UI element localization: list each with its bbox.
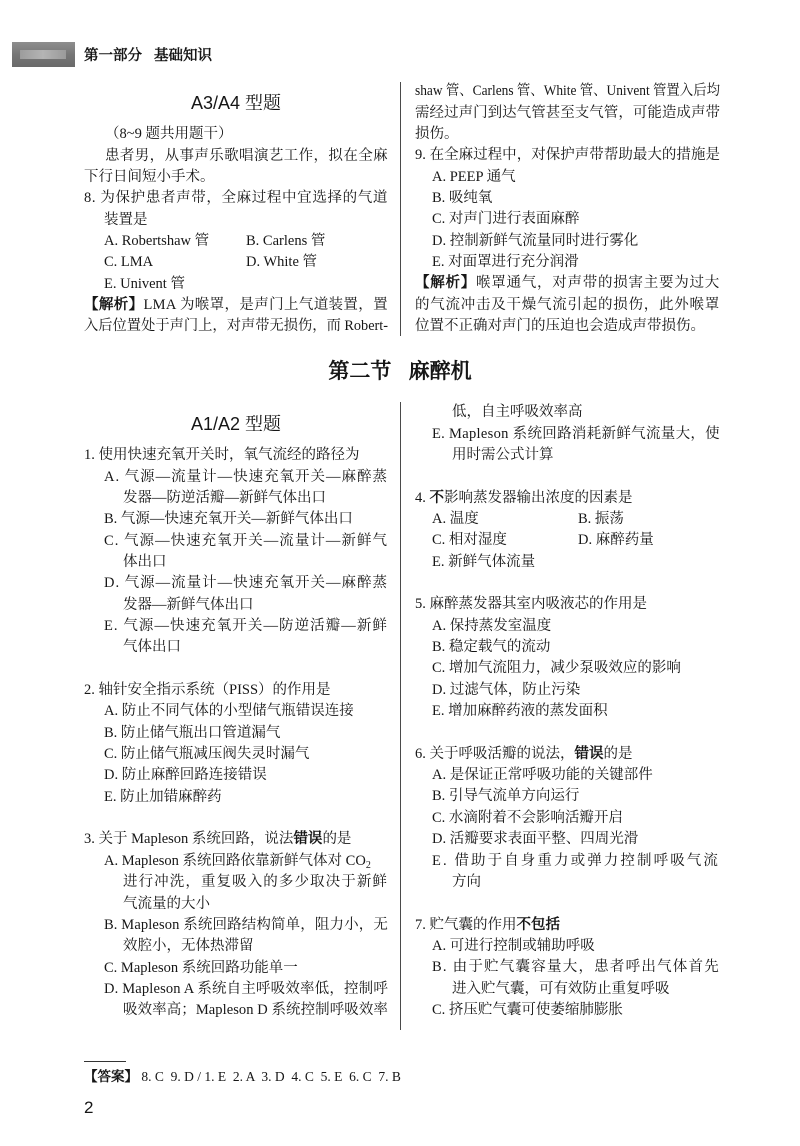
q1-option-d: D. 气源—流量计—快速充氧开关—麻醉蒸 [104,575,388,592]
q6-stem-emphasis: 错误 [574,745,604,762]
q6-option-a: A. 是保证正常呼吸功能的关键部件 [432,767,653,784]
answer-label: 【答案】 [84,1069,138,1084]
q6-stem-text: 6. 关于呼吸活瓣的说法， [415,745,575,762]
q4-option-row [432,509,720,530]
q8-option-row [104,252,388,273]
a3a4-left-column [84,124,388,337]
analysis-label: 【解析】 [415,275,476,292]
q9-option-b: B. 吸纯氧 [432,190,493,207]
q6-option-e-cont: 方向 [452,873,481,890]
q8-option-b: B. Carlens 管 [246,233,326,250]
q5-stem: 5. 麻醉蒸发器其室内吸液芯的作用是 [415,596,647,613]
q7-stem-emphasis: 不包括 [516,916,560,933]
q8-option-c: C. LMA [104,254,154,271]
header-tab-texture [20,50,66,59]
answer-rule [84,1061,126,1062]
analysis-text: 喉罩通气，对声带的损害主要为过大 [476,275,720,292]
q8-analysis-line [84,295,388,316]
q4-stem-emphasis: 不 [429,489,444,506]
q8-analysis-line: 需经过声门到达气管甚至支气管，可能造成声带 [415,104,720,121]
q3-option-d-cont: 吸效率高；Mapleson D 系统控制呼吸效率 [123,1002,388,1019]
q1-option-e-cont: 气体出口 [123,639,181,656]
a3a4-title: A3/A4 型题 [190,93,282,113]
column-divider-top [400,82,401,336]
q2-option-e: E. 防止加错麻醉药 [104,788,222,805]
answer-text: 8. C 9. D / 1. E 2. A 3. D 4. C 5. E 6. C 7. B [138,1069,401,1084]
column-divider-bottom [400,402,401,1030]
q7-stem-text: 7. 贮气囊的作用 [415,916,517,933]
q9-option-a: A. PEEP 通气 [432,168,516,185]
q7-option-b-cont: 进入贮气囊，可有效防止重复呼吸 [452,980,670,997]
co2-subscript: 2 [365,859,371,871]
q3-option-b: B. Mapleson 系统回路结构简单，阻力小，无 [104,916,388,933]
q3-option-c: C. Mapleson 系统回路功能单一 [104,959,298,976]
q4-stem [415,488,720,509]
part-label: 第一部分 基础知识 [84,48,213,64]
q5-option-c: C. 增加气流阻力，减少泵吸效应的影响 [432,660,681,677]
question-gap [84,659,388,680]
q3-option-a-cont: 进行冲洗，重复吸入的多少取决于新鲜 [123,874,388,891]
q6-option-c: C. 水滴附着不会影响活瓣开启 [432,809,623,826]
a1a2-right-column [415,402,720,1021]
q3-option-e: E. Mapleson 系统回路消耗新鲜气流量大，使 [432,425,720,442]
shared-stem-note: （8~9 题共用题干） [105,126,233,143]
q1-option-a: A. 气源—流量计—快速充氧开关—麻醉蒸 [104,468,388,485]
q8-analysis-line: 入后位置处于声门上，对声带无损伤，而 Robert- [84,318,388,335]
q3-option-b-cont: 效腔小，无体热滞留 [123,938,254,955]
q6-stem-text: 的是 [603,745,633,762]
q2-option-a: A. 防止不同气体的小型储气瓶错误连接 [104,703,354,720]
analysis-text: LMA 为喉罩，是声门上气道装置，置 [143,297,389,314]
q1-option-c-cont: 体出口 [123,554,167,571]
q6-option-d: D. 活瓣要求表面平整、四周光滑 [432,831,639,848]
q8-option-a: A. Robertshaw 管 [104,233,210,250]
a3a4-right-column [415,81,720,337]
q3-option-a-cont: 气流量的大小 [123,895,210,912]
case-text-line: 患者男，从事声乐歌唱演艺工作，拟在全麻 [105,147,388,164]
q8-option-row [104,231,388,252]
q4-option-row [432,530,720,551]
question-gap [84,808,388,829]
section-title: 第二节 麻醉机 [328,359,472,383]
q1-option-b: B. 气源—快速充氧开关—新鲜气体出口 [104,511,353,528]
q5-option-b: B. 稳定载气的流动 [432,639,551,656]
q5-option-d: D. 过滤气体，防止污染 [432,681,581,698]
q3-option-d: D. Mapleson A 系统自主呼吸效率低，控制呼 [104,980,388,997]
q9-option-e: E. 对面罩进行充分润滑 [432,254,579,271]
q8-stem-line: 装置是 [104,211,148,228]
q5-option-e: E. 增加麻醉药液的蒸发面积 [432,703,608,720]
q4-option-e: E. 新鲜气体流量 [432,553,536,570]
q3-option-d-cont: 低，自主呼吸效率高 [452,404,583,421]
q1-option-d-cont: 发器—新鲜气体出口 [123,596,254,613]
q6-option-b: B. 引导气流单方向运行 [432,788,580,805]
q3-option-a-text: A. Mapleson 系统回路依靠新鲜气体对 CO [104,852,366,869]
q2-option-b: B. 防止储气瓶出口管道漏气 [104,724,281,741]
q3-stem-emphasis: 错误 [293,831,323,848]
case-text-line: 下行日间短小手术。 [84,168,215,185]
q3-stem-text: 的是 [322,831,352,848]
q4-option-c: C. 相对湿度 [432,532,507,549]
q4-stem-text: 4. [415,489,430,506]
q9-analysis-line [415,273,720,294]
q7-option-a: A. 可进行控制或辅助呼吸 [432,937,595,954]
q4-stem-text: 影响蒸发器输出浓度的因素是 [444,489,633,506]
q2-option-c: C. 防止储气瓶减压阀失灵时漏气 [104,746,310,763]
q8-option-d: D. White 管 [246,254,318,271]
q4-option-a: A. 温度 [432,511,479,528]
q6-stem [415,744,720,765]
q8-stem-line: 8. 为保护患者声带，全麻过程中宜选择的气道 [84,190,388,207]
q3-stem-text: 3. 关于 Mapleson 系统回路，说法 [84,831,294,848]
question-gap [415,466,720,487]
q6-option-e: E. 借助于自身重力或弹力控制呼吸气流 [432,852,720,869]
q9-analysis-line: 位置不正确对声门的压迫也会造成声带损伤。 [415,318,705,335]
header-tab-block [12,42,75,67]
q9-analysis-line: 的气流冲击及干燥气流引起的损伤，此外喉罩 [415,296,720,313]
q1-option-e: E. 气源—快速充氧开关—防逆活瓣—新鲜 [104,618,388,635]
page-number: 2 [84,1098,94,1117]
q4-option-d: D. 麻醉药量 [578,532,654,549]
question-gap [415,722,720,743]
q9-stem: 9. 在全麻过程中，对保护声带帮助最大的措施是 [415,147,720,164]
q7-option-b: B. 由于贮气囊容量大，患者呼出气体首先 [432,959,720,976]
q8-option-e: E. Univent 管 [104,275,185,292]
q3-option-a [104,851,388,872]
q2-option-d: D. 防止麻醉回路连接错误 [104,767,267,784]
q3-option-e-cont: 用时需公式计算 [452,446,554,463]
question-gap [415,573,720,594]
q2-stem: 2. 轴针安全指示系统（PISS）的作用是 [84,682,331,699]
q5-option-a: A. 保持蒸发室温度 [432,617,552,634]
q7-stem [415,915,720,936]
q9-option-d: D. 控制新鲜气流量同时进行雾化 [432,232,639,249]
q1-stem: 1. 使用快速充氧开关时，氧气流经的路径为 [84,447,360,464]
q7-option-c: C. 挤压贮气囊可使萎缩肺膨胀 [432,1001,623,1018]
question-gap [415,893,720,914]
q9-option-c: C. 对声门进行表面麻醉 [432,211,580,228]
a1a2-title: A1/A2 型题 [190,414,282,434]
q8-analysis-line: 损伤。 [415,125,459,142]
q1-option-a-cont: 发器—防逆活瓣—新鲜气体出口 [123,489,326,506]
q8-analysis-line: shaw 管、Carlens 管、White 管、Univent 管置入后均 [415,83,720,100]
q1-option-c: C. 气源—快速充氧开关—流量计—新鲜气 [104,532,388,549]
a1a2-left-column [84,445,388,1021]
answer-key [84,1068,401,1086]
analysis-label: 【解析】 [84,297,144,314]
q3-stem [84,829,388,850]
q4-option-b: B. 振荡 [578,511,624,528]
